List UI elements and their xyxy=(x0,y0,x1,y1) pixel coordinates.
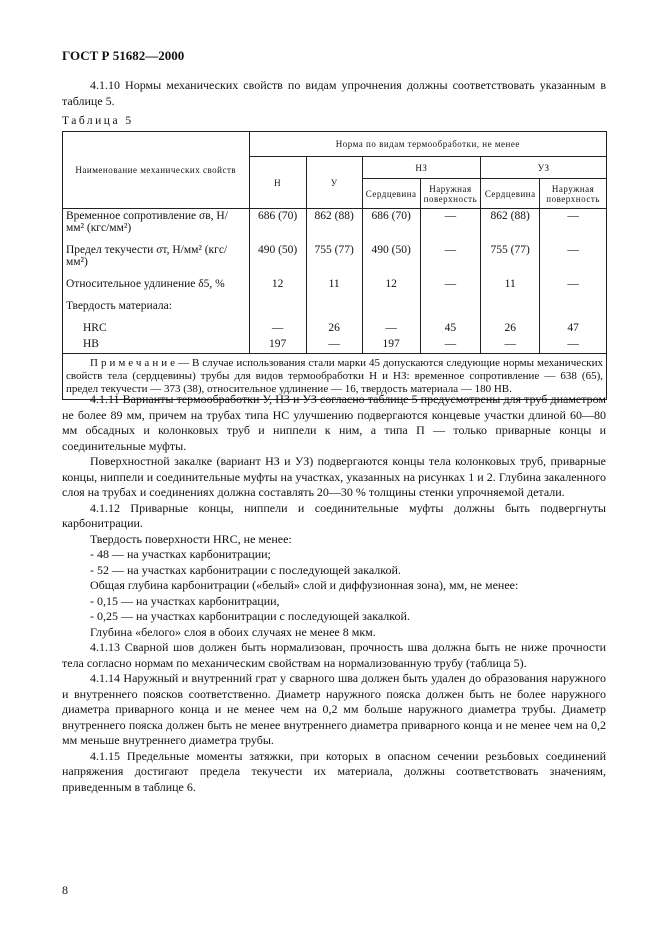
row-label: Относительное удлинение δ5, % xyxy=(63,277,250,299)
cell-value: — xyxy=(249,321,306,337)
paragraph: Поверхностной закалке (вариант НЗ и УЗ) подвергаются концы тела колонковых труб, приварные концы, ниппели и соединительные муфты на участках, указанных на рисунках 1 и 2. Глубина закаленного слоя на трубах и соединениях должна составлять 20—30 % толщины стенки упрочняемой детали. xyxy=(62,454,606,499)
row-label: Временное сопротивление σв, Н/мм² (кгс/мм²) xyxy=(63,209,250,244)
table-row xyxy=(63,277,607,299)
paragraph: 4.1.14 Наружный и внутренний грат у сварного шва должен быть удален до образования наружного и внутреннего поясков соответственно. Диаметр наружного пояска должен быть не более наружного диаметра приварного конца и не менее чем на 0,2 мм больше наружного диаметра трубы. Диаметр внутреннего пояска должен быть не менее внутреннего диаметра приварного конца и не менее чем на 0,2 мм меньше внутреннего диаметра трубы. xyxy=(62,671,606,747)
group-header: Норма по видам термообработки, не менее xyxy=(249,132,606,157)
note-label: Примечание xyxy=(90,357,178,369)
cell-value: 11 xyxy=(306,277,362,299)
cell-value: 686 (70) xyxy=(362,209,420,244)
table-row xyxy=(63,243,607,277)
document-header: ГОСТ Р 51682—2000 xyxy=(62,48,185,63)
paragraph: 4.1.13 Сварной шов должен быть нормализован, прочность шва должна быть не ниже прочности тела согласно нормам по механическим свойствам на нормализованную трубу (таблица 5). xyxy=(62,640,606,670)
cell-value: 197 xyxy=(362,337,420,354)
table-row xyxy=(63,321,607,337)
cell-value: 862 (88) xyxy=(481,209,540,244)
mechanical-properties-table xyxy=(62,131,607,400)
cell-value xyxy=(362,299,420,321)
table-caption: Таблица 5 xyxy=(62,115,134,127)
cell-value: 686 (70) xyxy=(249,209,306,244)
cell-value: 11 xyxy=(481,277,540,299)
cell-value: 12 xyxy=(249,277,306,299)
table-row xyxy=(63,209,607,244)
cell-value: — xyxy=(420,243,481,277)
intro-paragraph xyxy=(62,78,606,109)
paragraph: - 48 — на участках карбонитрации; xyxy=(90,547,271,561)
cell-value: — xyxy=(481,337,540,354)
cell-value: 45 xyxy=(420,321,481,337)
col-header-core: Сердцевина xyxy=(362,179,420,209)
paragraph: Твердость поверхности HRC, не менее: xyxy=(90,531,292,546)
row-label: Твердость материала: xyxy=(63,299,250,321)
cell-value xyxy=(540,299,607,321)
paragraph: 4.1.12 Приварные концы, ниппели и соединительные муфты должны быть подвергнуты карбонитрации. xyxy=(62,500,606,530)
cell-value: 862 (88) xyxy=(306,209,362,244)
col-header-name: Наименование механических свойств xyxy=(63,132,250,209)
paragraph: 4.1.15 Предельные моменты затяжки, при которых в опасном сечении резьбовых соединений напряжения достигают предела текучести их материала, должны соответствовать значениям, приведенным в таблице 6. xyxy=(62,748,606,794)
cell-value: 755 (77) xyxy=(481,243,540,277)
table-row xyxy=(63,299,607,321)
paragraph: 4.1.10 Нормы механических свойств по видам упрочнения должны соответствовать указанным в таблице 5. xyxy=(62,78,606,108)
col-header-n: Н xyxy=(249,157,306,209)
cell-value: — xyxy=(420,337,481,354)
cell-value: 47 xyxy=(540,321,607,337)
cell-value: — xyxy=(362,321,420,337)
cell-value: — xyxy=(540,337,607,354)
cell-value: — xyxy=(420,277,481,299)
cell-value: 197 xyxy=(249,337,306,354)
cell-value: — xyxy=(420,209,481,244)
paragraph: Глубина «белого» слоя в обоих случаях не менее 8 мкм. xyxy=(90,624,376,639)
page-number: 8 xyxy=(62,883,68,897)
cell-value: 12 xyxy=(362,277,420,299)
paragraph: - 0,15 — на участках карбонитрации, xyxy=(90,593,280,608)
cell-value xyxy=(249,299,306,321)
col-header-core: Сердцевина xyxy=(481,179,540,209)
col-header-nz: НЗ xyxy=(362,157,481,179)
cell-value: — xyxy=(540,277,607,299)
col-header-uz: УЗ xyxy=(481,157,607,179)
col-header-surface: Наружная поверхность xyxy=(540,179,607,209)
cell-value: — xyxy=(540,209,607,244)
cell-value: 755 (77) xyxy=(306,243,362,277)
paragraph: - 0,25 — на участках карбонитрации с последующей закалкой. xyxy=(90,609,410,623)
body-text xyxy=(62,392,606,795)
cell-value xyxy=(420,299,481,321)
cell-value: — xyxy=(306,337,362,354)
table-row xyxy=(63,337,607,354)
paragraph: Общая глубина карбонитрации («белый» слой и диффузионная зона), мм, не менее: xyxy=(90,578,519,592)
cell-value xyxy=(306,299,362,321)
note-text: — В случае использования стали марки 45 допускаются следующие нормы механических свойств тела (сердцевины) трубы для видов термообработки Н и НЗ: временное сопротивление — 638 (65), предел текучести — 373 (38), относительное удлинение — 16, твердость материала — 180 НВ. xyxy=(66,357,603,395)
cell-value xyxy=(481,299,540,321)
row-label: HB xyxy=(63,337,250,354)
cell-value: — xyxy=(540,243,607,277)
row-label: HRC xyxy=(63,321,250,337)
cell-value: 26 xyxy=(306,321,362,337)
col-header-surface: Наружная поверхность xyxy=(420,179,481,209)
paragraph: 4.1.11 Варианты термообработки У, НЗ и УЗ согласно таблице 5 предусмотрены для труб диаметром не более 89 мм, причем на трубах типа НС улучшению подвергаются концевые участки длиной 60—80 мм обсадных и колонковых труб и ниппели к ним, а типа П — только приварные концы и соединительные муфты. xyxy=(62,392,606,453)
col-header-u: У xyxy=(306,157,362,209)
cell-value: 26 xyxy=(481,321,540,337)
paragraph: - 52 — на участках карбонитрации с последующей закалкой. xyxy=(90,562,401,577)
cell-value: 490 (50) xyxy=(249,243,306,277)
row-label: Предел текучести σт, Н/мм² (кгс/мм²) xyxy=(63,243,250,277)
cell-value: 490 (50) xyxy=(362,243,420,277)
